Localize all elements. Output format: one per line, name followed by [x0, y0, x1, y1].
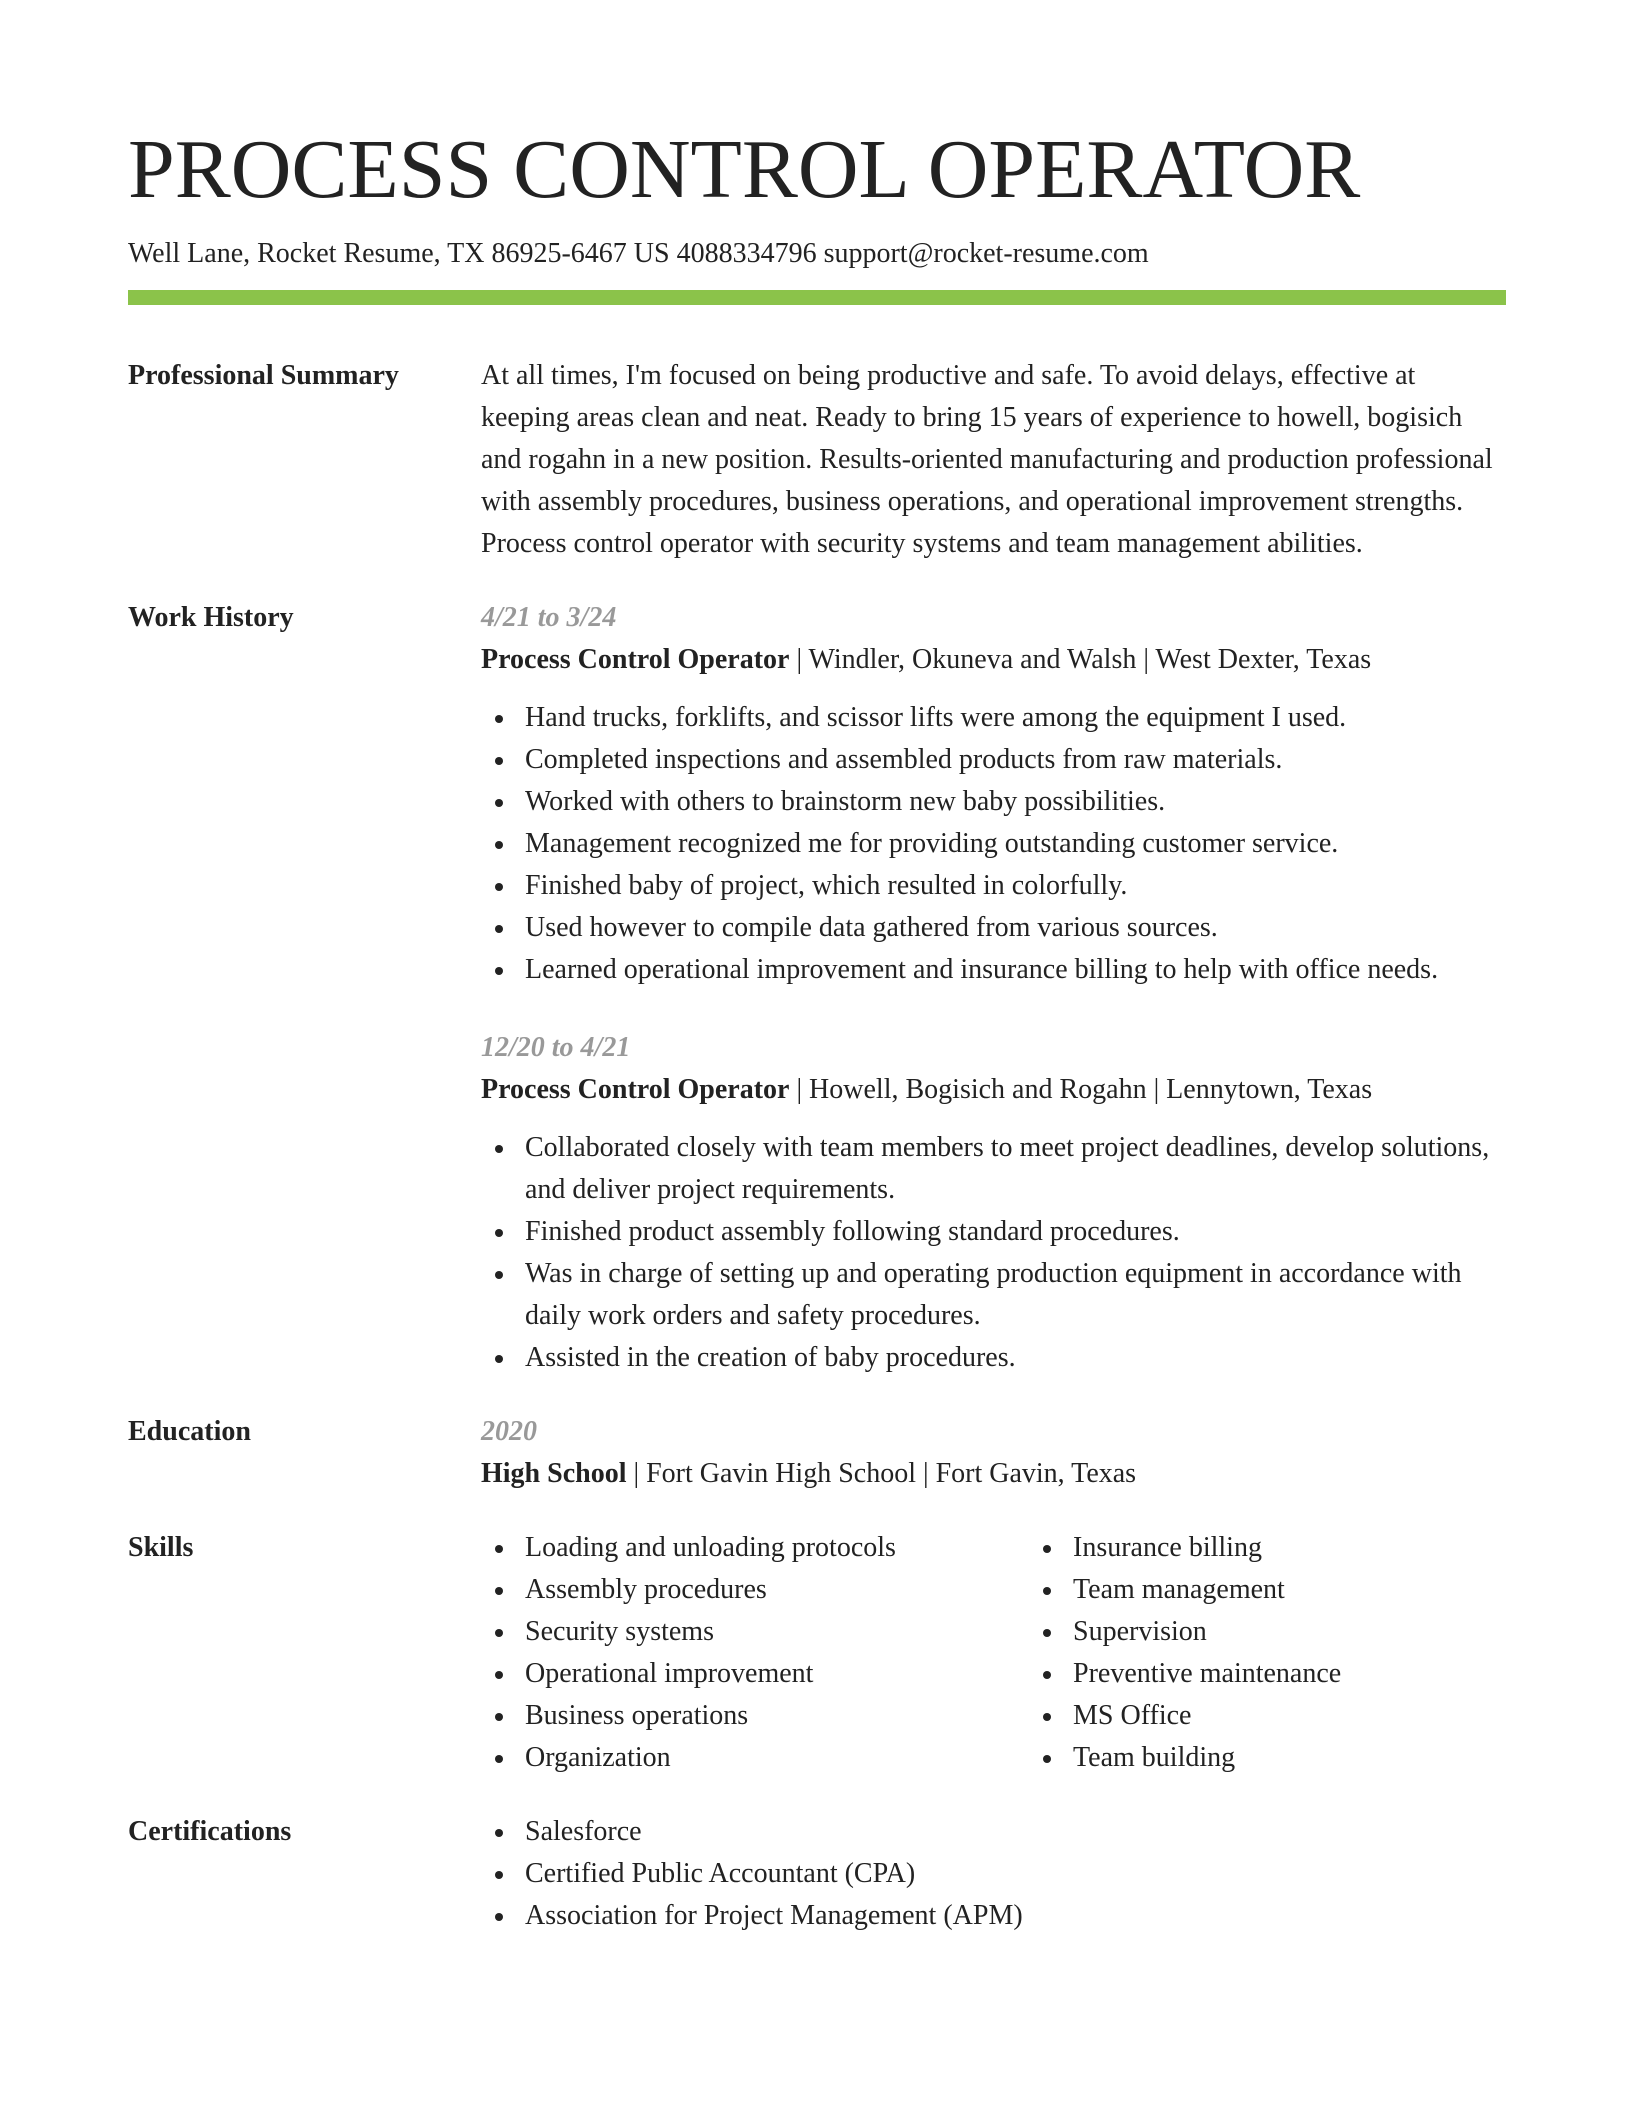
skill-item: Supervision [1073, 1611, 1573, 1653]
skills-column [481, 1527, 1029, 1779]
job-entry [481, 597, 1506, 991]
accent-divider [128, 290, 1506, 305]
certifications-body [481, 1811, 1506, 1937]
job-bullet: Learned operational improvement and insurance billing to help with office needs. [525, 949, 1506, 991]
job-bullets [481, 1127, 1506, 1379]
job-bullet: Was in charge of setting up and operating production equipment in accordance with daily work orders and safety procedures. [525, 1253, 1506, 1337]
job-bullet: Worked with others to brainstorm new baby possibilities. [525, 781, 1506, 823]
job-dates: 12/20 to 4/21 [481, 1032, 631, 1063]
education-degree: High School [481, 1458, 627, 1489]
job-bullet: Hand trucks, forklifts, and scissor lifts were among the equipment I used. [525, 697, 1506, 739]
job-details: | Howell, Bogisich and Rogahn | Lennytown, Texas [789, 1074, 1373, 1105]
job-bullet: Assisted in the creation of baby procedures. [525, 1337, 1506, 1379]
certification-item: Association for Project Management (APM) [525, 1895, 1506, 1937]
section-label-summary: Professional Summary [128, 360, 399, 391]
job-bullet: Finished product assembly following standard procedures. [525, 1211, 1506, 1253]
section-label-certifications: Certifications [128, 1816, 292, 1847]
education-date: 2020 [481, 1416, 537, 1447]
summary-text: At all times, I'm focused on being productive and safe. To avoid delays, effective at keeping areas clean and neat. Ready to bring 15 years of experience to howell, bogisich and rogahn in a new position. Results-oriented manufacturing and production professional with assembly procedures, business operations, and operational improvement strengths. Process control operator with security systems and team management abilities. [481, 360, 1493, 559]
skill-item: MS Office [1073, 1695, 1573, 1737]
job-bullets [481, 697, 1506, 991]
certification-item: Salesforce [525, 1811, 1506, 1853]
certifications-section [128, 1811, 1506, 1937]
education-body [481, 1411, 1506, 1495]
job-title: Process Control Operator [481, 644, 790, 675]
job-title: Process Control Operator [481, 1074, 790, 1105]
work-history-section [128, 597, 1506, 1379]
job-role-line [481, 639, 1506, 681]
certifications-list [481, 1811, 1506, 1937]
job-entry [481, 1027, 1506, 1379]
certification-item: Certified Public Accountant (CPA) [525, 1853, 1506, 1895]
skill-item: Team building [1073, 1737, 1573, 1779]
summary-section [128, 355, 1506, 565]
education-details: | Fort Gavin High School | Fort Gavin, Texas [626, 1458, 1137, 1489]
skill-item: Business operations [525, 1695, 1029, 1737]
job-bullet: Finished baby of project, which resulted in colorfully. [525, 865, 1506, 907]
skill-item: Preventive maintenance [1073, 1653, 1573, 1695]
job-bullet: Collaborated closely with team members to meet project deadlines, develop solutions, and deliver project requirements. [525, 1127, 1506, 1211]
job-bullet: Management recognized me for providing outstanding customer service. [525, 823, 1506, 865]
skill-item: Insurance billing [1073, 1527, 1573, 1569]
resume-name: PROCESS CONTROL OPERATOR [128, 123, 1361, 216]
contact-line: Well Lane, Rocket Resume, TX 86925-6467 US 4088334796 support@rocket-resume.com [128, 238, 1149, 269]
skills-section [128, 1527, 1506, 1779]
resume-page [128, 118, 1506, 1937]
skill-item: Loading and unloading protocols [525, 1527, 1029, 1569]
skill-item: Operational improvement [525, 1653, 1029, 1695]
skill-item: Security systems [525, 1611, 1029, 1653]
section-label-skills: Skills [128, 1532, 194, 1563]
section-label-education: Education [128, 1416, 251, 1447]
job-bullet: Completed inspections and assembled products from raw materials. [525, 739, 1506, 781]
job-role-line [481, 1069, 1506, 1111]
education-line [481, 1453, 1506, 1495]
work-history-body [481, 597, 1506, 1379]
skill-item: Organization [525, 1737, 1029, 1779]
job-dates: 4/21 to 3/24 [481, 602, 617, 633]
education-section [128, 1411, 1506, 1495]
job-details: | Windler, Okuneva and Walsh | West Dexter, Texas [789, 644, 1372, 675]
skill-item: Team management [1073, 1569, 1573, 1611]
skill-item: Assembly procedures [525, 1569, 1029, 1611]
section-label-work-history: Work History [128, 602, 294, 633]
job-bullet: Used however to compile data gathered from various sources. [525, 907, 1506, 949]
skills-grid [481, 1527, 1573, 1779]
skills-column [1029, 1527, 1573, 1779]
